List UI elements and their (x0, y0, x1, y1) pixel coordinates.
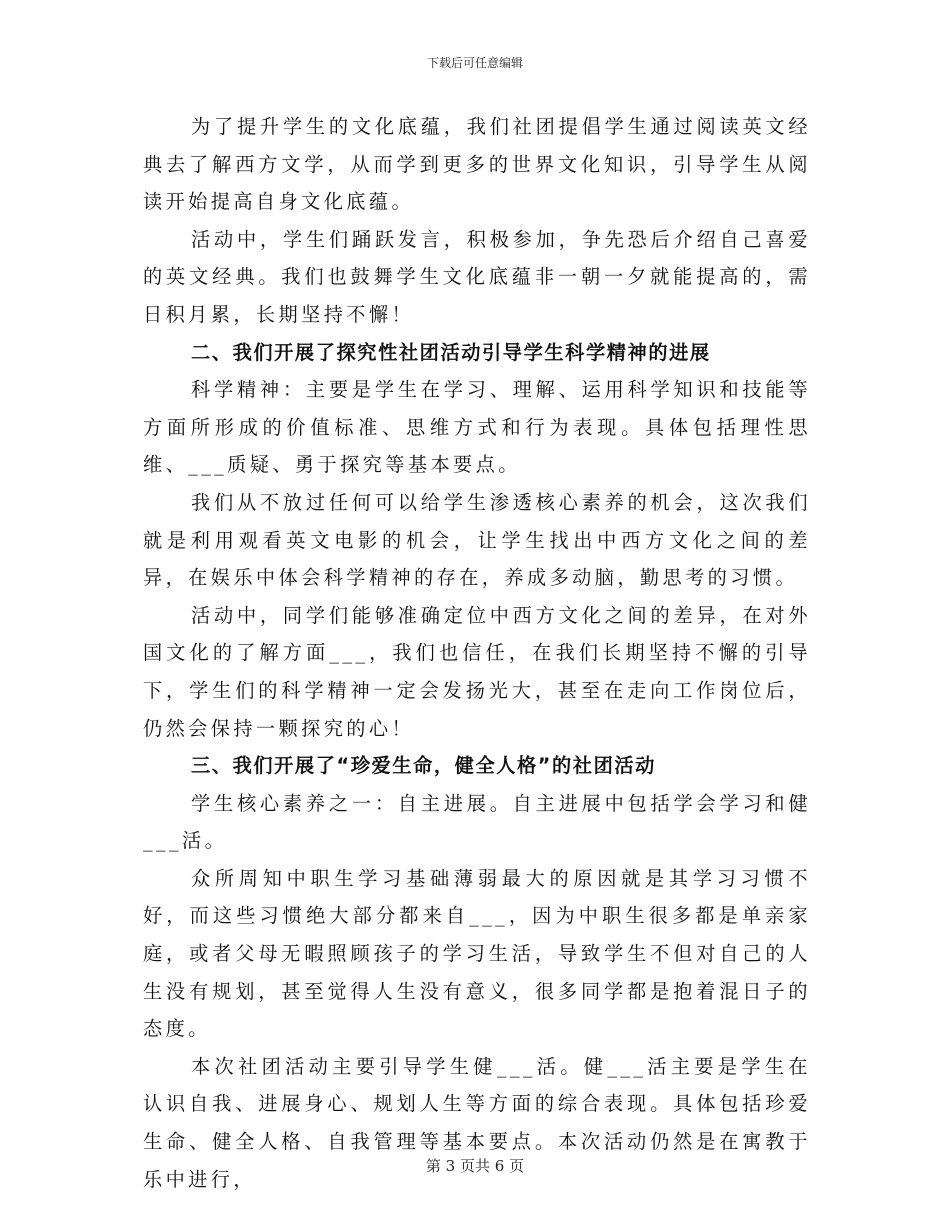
paragraph-culture-activity: 活动中，学生们踊跃发言，积极参加，争先恐后介绍自己喜爱的英文经典。我们也鼓舞学生文化底蕴非一朝一夕就能提高的，需日积月累，长期坚持不懈！ (143, 227, 811, 326)
document-body (143, 108, 811, 1198)
paragraph-study-habits: 众所周知中职生学习基础薄弱最大的原因就是其学习习惯不好，而这些习惯绝大部分都来自___，因为中职生很多都是单亲家庭，或者父母无暇照顾孩子的学习生活，导致学生不但对自己的人生没有规划，甚至觉得人生没有意义，很多同学都是抱着混日子的态度。 (143, 866, 811, 1041)
section-heading-life: 三、我们开展了“珍爱生命，健全人格”的社团活动 (191, 754, 656, 778)
header-note: 下载后可任意编辑 (426, 56, 523, 70)
section-heading-science: 二、我们开展了探究性社团活动引导学生科学精神的进展 (191, 340, 711, 364)
paragraph-science-definition: 科学精神：主要是学生在学习、理解、运用科学知识和技能等方面所形成的价值标准、思维方式和行为表现。具体包括理性思维、___质疑、勇于探究等基本要点。 (143, 378, 811, 477)
paragraph-science-activity: 活动中，同学们能够准确定位中西方文化之间的差异，在对外国文化的了解方面___，我们也信任，在我们长期坚持不懈的引导下，学生们的科学精神一定会发扬光大，甚至在走向工作岗位后，仍然会保持一颗探究的心！ (143, 603, 811, 740)
page-number: 第 3 页共 6 页 (425, 1157, 525, 1175)
paragraph-science-movies: 我们从不放过任何可以给学生渗透核心素养的机会，这次我们就是利用观看英文电影的机会，让学生找出中西方文化之间的差异，在娱乐中体会科学精神的存在，养成多动脑，勤思考的习惯。 (143, 490, 811, 590)
paragraph-culture-intro: 为了提升学生的文化底蕴，我们社团提倡学生通过阅读英文经典去了解西方文学，从而学到更多的世界文化知识，引导学生从阅读开始提高自身文化底蕴。 (143, 115, 811, 214)
paragraph-healthy-life: 本次社团活动主要引导学生健___活。健___活主要是学生在认识自我、进展身心、规划人生等方面的综合表现。具体包括珍爱生命、健全人格、自我管理等基本要点。本次活动仍然是在寓教于乐中进行， (143, 1054, 811, 1191)
paragraph-core-literacy: 学生核心素养之一：自主进展。自主进展中包括学会学习和健___活。 (143, 791, 811, 853)
